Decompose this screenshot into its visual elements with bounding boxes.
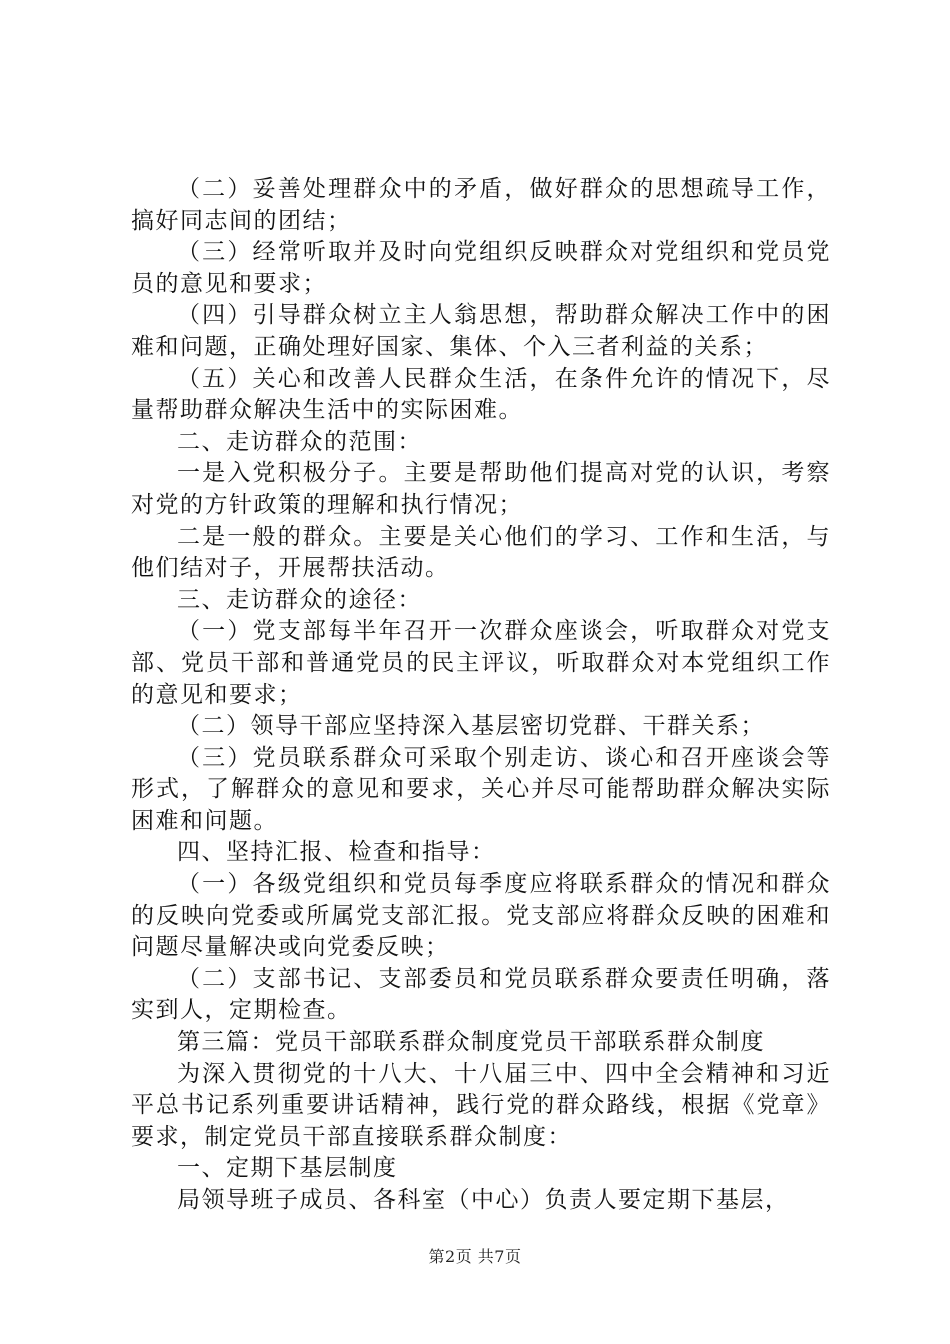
- paragraph: 一是入党积极分子。主要是帮助他们提高对党的认识，考察对党的方针政策的理解和执行情况；: [131, 460, 831, 518]
- section-heading: 二、走访群众的范围：: [177, 428, 422, 455]
- paragraph: 二是一般的群众。主要是关心他们的学习、工作和生活，与他们结对子，开展帮扶活动。: [131, 523, 831, 582]
- section-heading: 四、坚持汇报、检查和指导：: [177, 839, 496, 866]
- chapter-title: 第三篇：党员干部联系群众制度党员干部联系群众制度: [177, 1029, 765, 1056]
- paragraph: （一）各级党组织和党员每季度应将联系群众的情况和群众的反映向党委或所属党支部汇报。党支部应将群众反映的困难和问题尽量解决或向党委反映；: [131, 871, 831, 961]
- document-body: [131, 174, 831, 1217]
- paragraph: （二）领导干部应坚持深入基层密切党群、干群关系；: [177, 713, 765, 740]
- paragraph: （四）引导群众树立主人翁思想，帮助群众解决工作中的困难和问题，正确处理好国家、集体、个入三者利益的关系；: [131, 302, 831, 360]
- paragraph: （五）关心和改善人民群众生活，在条件允许的情况下，尽量帮助群众解决生活中的实际困难。: [131, 365, 831, 424]
- page-number-label: 第2页 共7页: [428, 1247, 522, 1266]
- paragraph: （二）支部书记、支部委员和党员联系群众要责任明确，落实到人，定期检查。: [131, 965, 831, 1024]
- section-heading: 三、走访群众的途径：: [177, 586, 422, 613]
- section-heading: 一、定期下基层制度: [177, 1155, 398, 1182]
- paragraph: （一）党支部每半年召开一次群众座谈会，听取群众对党支部、党员干部和普通党员的民主评议，听取群众对本党组织工作的意见和要求；: [131, 618, 831, 708]
- paragraph: （二）妥善处理群众中的矛盾，做好群众的思想疏导工作，搞好同志间的团结；: [131, 176, 831, 234]
- paragraph: 局领导班子成员、各科室（中心）负责人要定期下基层，: [177, 1187, 790, 1213]
- paragraph: （三）党员联系群众可采取个别走访、谈心和召开座谈会等形式，了解群众的意见和要求，关心并尽可能帮助群众解决实际困难和问题。: [131, 744, 831, 834]
- page-footer: [0, 1244, 950, 1267]
- paragraph: （三）经常听取并及时向党组织反映群众对党组织和党员党员的意见和要求；: [131, 239, 831, 297]
- paragraph: 为深入贯彻党的十八大、十八届三中、四中全会精神和习近平总书记系列重要讲话精神，践行党的群众路线，根据《党章》要求，制定党员干部直接联系群众制度：: [131, 1060, 831, 1150]
